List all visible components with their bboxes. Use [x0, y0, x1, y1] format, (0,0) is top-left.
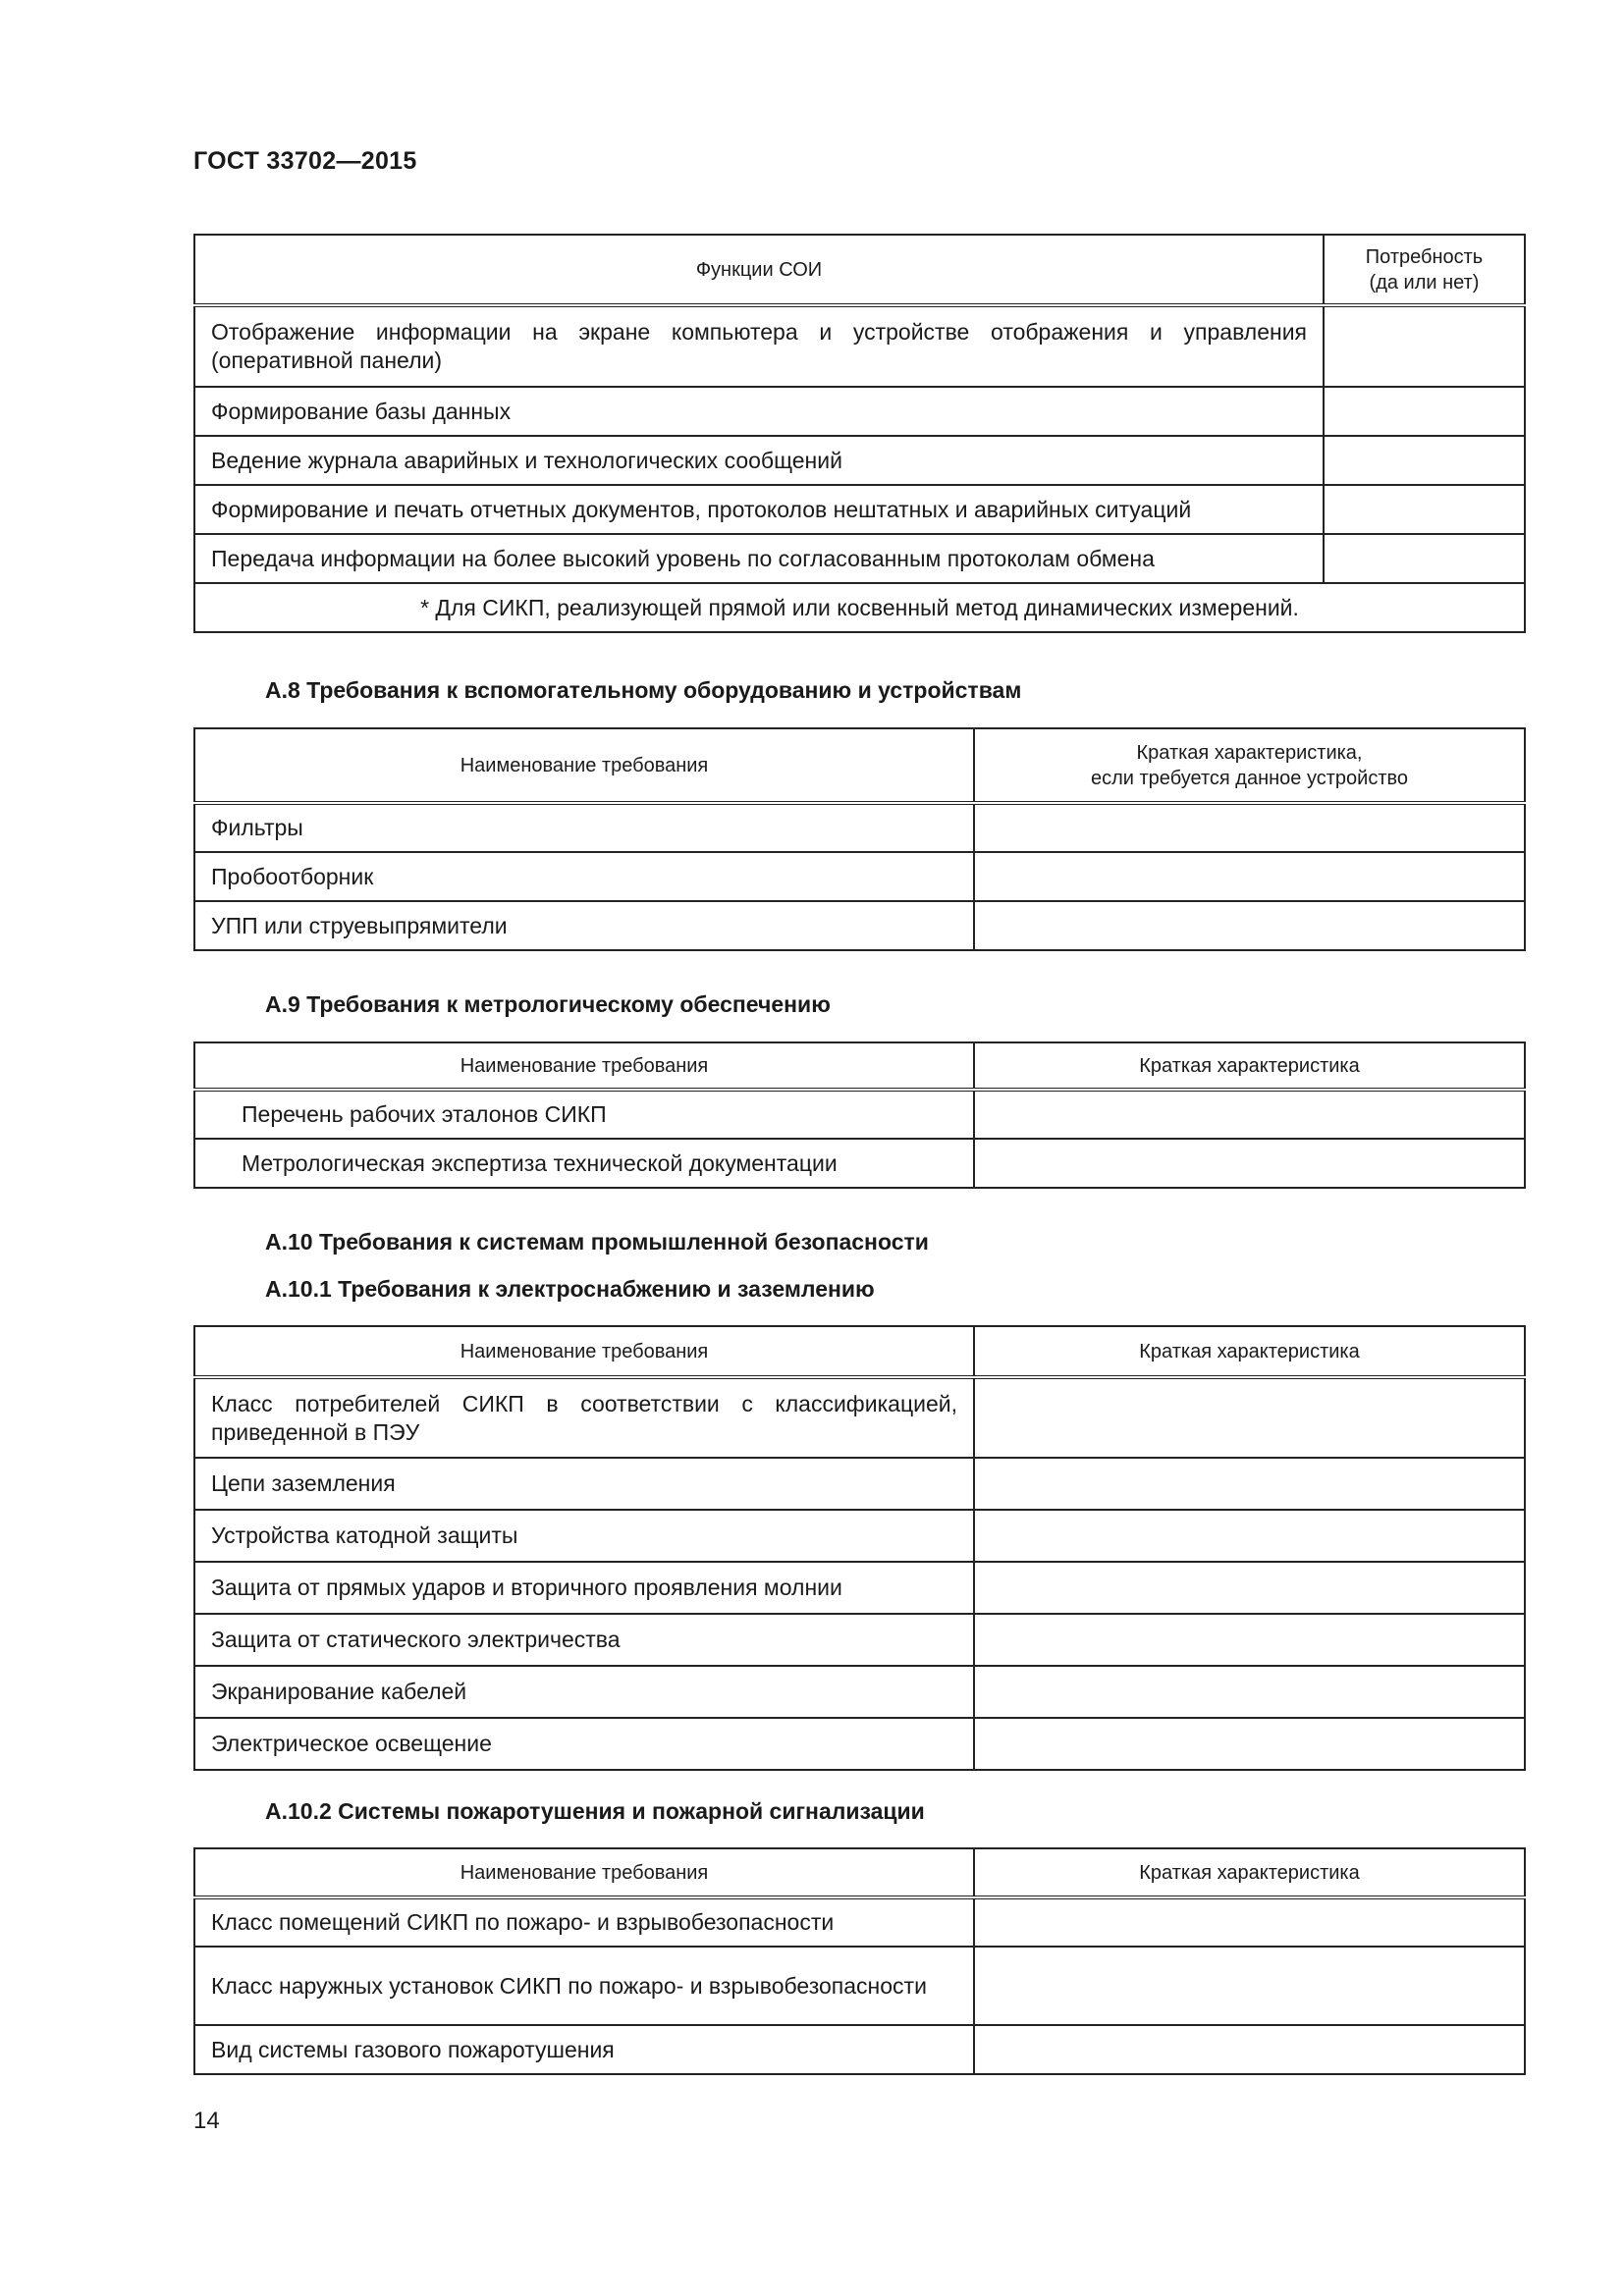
section-a8-heading: А.8 Требования к вспомогательному оборудованию и устройствам — [265, 677, 1022, 703]
table-row — [194, 305, 1525, 387]
table-row — [194, 852, 1525, 901]
table-row — [194, 1947, 1525, 2025]
row-label: Цепи заземления — [194, 1458, 974, 1510]
column-header-requirement: Наименование требования — [194, 728, 974, 803]
page-number: 14 — [193, 2108, 220, 2134]
row-label: Пробоотборник — [194, 852, 974, 901]
row-value-cell — [1324, 387, 1525, 436]
table-row — [194, 436, 1525, 485]
section-a9-heading: А.9 Требования к метрологическому обеспечению — [265, 991, 831, 1017]
column-header-need-line2: (да или нет) — [1369, 271, 1480, 294]
row-label: Фильтры — [194, 803, 974, 852]
section-a10-heading: А.10 Требования к системам промышленной безопасности — [265, 1229, 929, 1255]
row-label: Метрологическая экспертиза технической документации — [194, 1139, 974, 1188]
column-header-characteristic-line2: если требуется данное устройство — [1091, 767, 1408, 789]
row-value-cell — [974, 1510, 1525, 1562]
row-value-cell — [974, 1614, 1525, 1666]
document-code: ГОСТ 33702—2015 — [193, 147, 417, 175]
row-value-cell — [974, 1666, 1525, 1718]
section-a10-2-heading: А.10.2 Системы пожаротушения и пожарной сигнализации — [265, 1798, 925, 1824]
table-row — [194, 1666, 1525, 1718]
column-header-characteristic: Краткая характеристика — [974, 1326, 1525, 1377]
fire-protection-table — [193, 1847, 1526, 2075]
table-row — [194, 1897, 1525, 1947]
column-header-characteristic: Краткая характеристика — [974, 1848, 1525, 1897]
row-label: Вид системы газового пожаротушения — [194, 2025, 974, 2074]
row-value-cell — [1324, 436, 1525, 485]
row-label: Класс потребителей СИКП в соответствии с классификацией, приведенной в ПЭУ — [194, 1377, 974, 1458]
row-label: Класс помещений СИКП по пожаро- и взрывобезопасности — [194, 1897, 974, 1947]
column-header-characteristic: Краткая характеристика — [974, 1042, 1525, 1090]
row-label: Класс наружных установок СИКП по пожаро- и взрывобезопасности — [194, 1947, 974, 2025]
table-header-row — [194, 1042, 1525, 1090]
row-label: Устройства катодной защиты — [194, 1510, 974, 1562]
row-label: Формирование базы данных — [194, 387, 1324, 436]
table-row — [194, 485, 1525, 534]
table-header-row — [194, 728, 1525, 803]
column-header-characteristic-line1: Краткая характеристика, — [1136, 741, 1363, 764]
row-value-cell — [974, 1947, 1525, 2025]
row-value-cell — [1324, 305, 1525, 387]
row-value-cell — [974, 1718, 1525, 1770]
power-grounding-table — [193, 1325, 1526, 1771]
footnote-row — [194, 583, 1525, 632]
row-label: Экранирование кабелей — [194, 1666, 974, 1718]
row-value-cell — [974, 1897, 1525, 1947]
column-header-requirement: Наименование требования — [194, 1326, 974, 1377]
table-header-row — [194, 1848, 1525, 1897]
column-header-functions: Функции СОИ — [194, 235, 1324, 305]
table-row — [194, 534, 1525, 583]
table-row — [194, 2025, 1525, 2074]
table-header-row — [194, 235, 1525, 305]
row-label: Формирование и печать отчетных документов, протоколов нештатных и аварийных ситуаций — [194, 485, 1324, 534]
table-header-row — [194, 1326, 1525, 1377]
table-row — [194, 1139, 1525, 1188]
table-footnote: * Для СИКП, реализующей прямой или косвенный метод динамических измерений. — [194, 583, 1525, 632]
row-value-cell — [974, 1377, 1525, 1458]
row-value-cell — [974, 2025, 1525, 2074]
column-header-characteristic — [974, 728, 1525, 803]
auxiliary-equipment-table — [193, 727, 1526, 951]
table-row — [194, 1562, 1525, 1614]
row-label: Перечень рабочих эталонов СИКП — [194, 1090, 974, 1139]
row-label: Защита от статического электричества — [194, 1614, 974, 1666]
column-header-requirement: Наименование требования — [194, 1042, 974, 1090]
row-value-cell — [974, 1458, 1525, 1510]
row-label: УПП или струевыпрямители — [194, 901, 974, 950]
row-value-cell — [974, 1562, 1525, 1614]
row-label: Электрическое освещение — [194, 1718, 974, 1770]
row-label: Передача информации на более высокий уровень по согласованным протоколам обмена — [194, 534, 1324, 583]
row-value-cell — [974, 901, 1525, 950]
row-value-cell — [974, 852, 1525, 901]
row-label: Защита от прямых ударов и вторичного проявления молнии — [194, 1562, 974, 1614]
row-value-cell — [1324, 485, 1525, 534]
table-row — [194, 803, 1525, 852]
table-row — [194, 1614, 1525, 1666]
table-row — [194, 1090, 1525, 1139]
row-value-cell — [974, 803, 1525, 852]
soi-functions-table — [193, 234, 1526, 633]
table-row — [194, 1458, 1525, 1510]
section-a10-1-heading: А.10.1 Требования к электроснабжению и заземлению — [265, 1276, 875, 1302]
row-label: Ведение журнала аварийных и технологических сообщений — [194, 436, 1324, 485]
column-header-need-line1: Потребность — [1365, 245, 1484, 268]
row-value-cell — [974, 1139, 1525, 1188]
row-value-cell — [1324, 534, 1525, 583]
column-header-need — [1324, 235, 1525, 305]
table-row — [194, 387, 1525, 436]
table-row — [194, 1510, 1525, 1562]
table-row — [194, 1718, 1525, 1770]
column-header-requirement: Наименование требования — [194, 1848, 974, 1897]
table-row — [194, 901, 1525, 950]
table-row — [194, 1377, 1525, 1458]
row-label: Отображение информации на экране компьютера и устройстве отображения и управления (оперативной панели) — [194, 305, 1324, 387]
metrology-table — [193, 1041, 1526, 1189]
row-value-cell — [974, 1090, 1525, 1139]
